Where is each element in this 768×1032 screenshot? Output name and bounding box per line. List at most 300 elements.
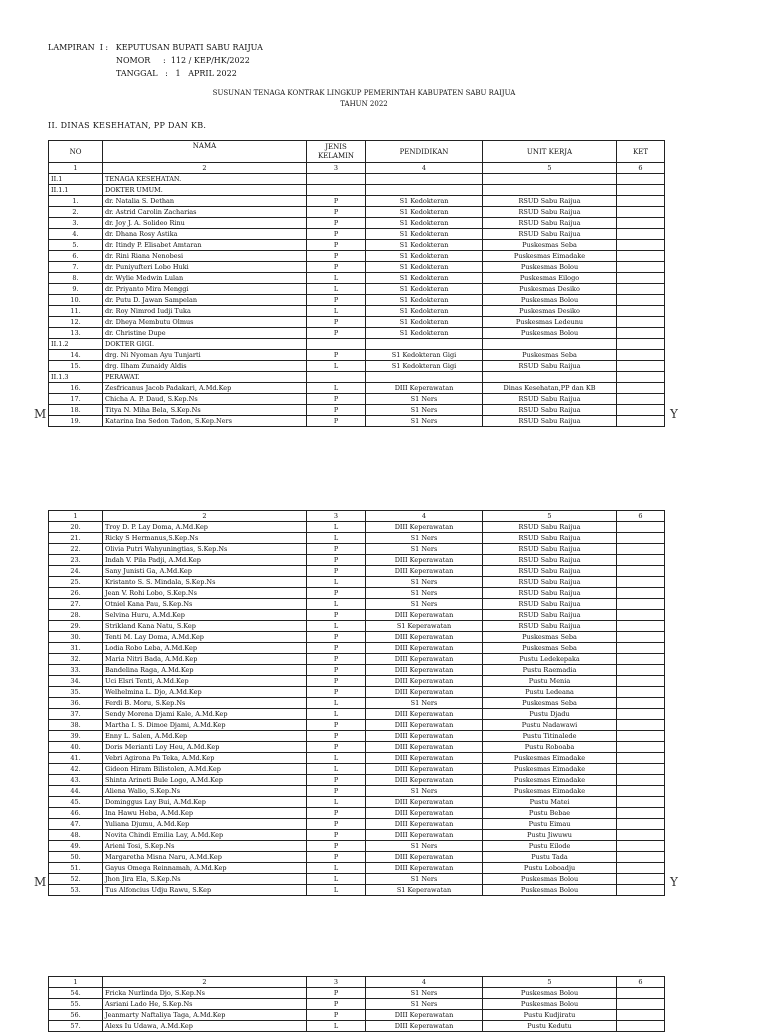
row-unit [483, 185, 617, 196]
row-education: S1 Kedokteran [366, 273, 483, 284]
table-row [49, 317, 665, 328]
row-number: 29. [49, 621, 103, 632]
row-unit: Pustu Eilode [483, 841, 617, 852]
section-heading: II. DINAS KESEHATAN, PP DAN KB. [48, 121, 207, 130]
row-education: S1 Kedokteran [366, 306, 483, 317]
row-number: 47. [49, 819, 103, 830]
row-education: DIII Keperawatan [366, 852, 483, 863]
row-unit: Puskesmas Ledeunu [483, 317, 617, 328]
row-education: S1 Ners [366, 698, 483, 709]
row-number: 41. [49, 753, 103, 764]
row-name: Bandelina Raga, A.Md.Kep [103, 665, 307, 676]
row-ket [617, 797, 665, 808]
staff-table-page-2 [48, 510, 665, 896]
row-unit: Puskesmas Eimadake [483, 786, 617, 797]
row-ket [617, 588, 665, 599]
column-number-row [49, 163, 665, 174]
row-education: S1 Kedokteran [366, 284, 483, 295]
row-number: 35. [49, 687, 103, 698]
row-ket [617, 610, 665, 621]
row-education: S1 Kedokteran [366, 229, 483, 240]
row-name: Troy D. P. Lay Doma, A.Md.Kep [103, 522, 307, 533]
row-gender: L [307, 863, 366, 874]
row-number: 25. [49, 577, 103, 588]
row-number: 51. [49, 863, 103, 874]
row-number: 34. [49, 676, 103, 687]
row-gender: P [307, 610, 366, 621]
row-unit: RSUD Sabu Raijua [483, 555, 617, 566]
row-number: II.1.3 [49, 372, 103, 383]
row-number: 8. [49, 273, 103, 284]
row-number: 16. [49, 383, 103, 394]
row-education: DIII Keperawatan [366, 383, 483, 394]
row-number: 1. [49, 196, 103, 207]
row-unit: RSUD Sabu Raijua [483, 207, 617, 218]
row-number: 19. [49, 416, 103, 427]
table-row [49, 383, 665, 394]
row-unit: RSUD Sabu Raijua [483, 522, 617, 533]
row-name: Jhon Jira Ela, S.Kep.Ns [103, 874, 307, 885]
row-unit: RSUD Sabu Raijua [483, 588, 617, 599]
row-gender: L [307, 874, 366, 885]
row-number: 13. [49, 328, 103, 339]
row-education: S1 Ners [366, 577, 483, 588]
row-education: S1 Kedokteran [366, 262, 483, 273]
row-number: 4. [49, 229, 103, 240]
row-gender: L [307, 383, 366, 394]
row-name: Chicha A. P. Daud, S.Kep.Ns [103, 394, 307, 405]
table-row [49, 830, 665, 841]
row-unit: RSUD Sabu Raijua [483, 361, 617, 372]
row-number: 44. [49, 786, 103, 797]
row-education: S1 Keperawatan [366, 885, 483, 896]
row-unit: RSUD Sabu Raijua [483, 218, 617, 229]
row-unit: Pustu Nadawawi [483, 720, 617, 731]
row-number: 45. [49, 797, 103, 808]
paraf-mark-right: Y [670, 407, 678, 421]
row-unit: Pustu Eimau [483, 819, 617, 830]
row-name: Vebri Agirona Pa Teka, A.Md.Kep [103, 753, 307, 764]
row-ket [617, 577, 665, 588]
row-gender: P [307, 687, 366, 698]
paraf-mark-left: M [34, 875, 47, 889]
row-education: S1 Kedokteran [366, 207, 483, 218]
row-education: S1 Ners [366, 999, 483, 1010]
row-ket [617, 284, 665, 295]
column-number: 4 [366, 977, 483, 988]
row-number: 23. [49, 555, 103, 566]
row-number: 5. [49, 240, 103, 251]
row-number: 32. [49, 654, 103, 665]
row-name: Katarina Ina Sedon Tadon, S.Kep.Ners [103, 416, 307, 427]
column-number: 6 [617, 511, 665, 522]
row-gender: P [307, 240, 366, 251]
row-education: S1 Kedokteran [366, 295, 483, 306]
row-number: 52. [49, 874, 103, 885]
row-gender: P [307, 207, 366, 218]
row-education: DIII Keperawatan [366, 522, 483, 533]
row-ket [617, 251, 665, 262]
row-name: Jean V. Rohi Lobo, S.Kep.Ns [103, 588, 307, 599]
row-gender: P [307, 852, 366, 863]
row-education: DIII Keperawatan [366, 720, 483, 731]
row-education: S1 Ners [366, 599, 483, 610]
row-education: S1 Kedokteran [366, 328, 483, 339]
row-education: DIII Keperawatan [366, 731, 483, 742]
row-name: drg. Ilham Zunaidy Aldis [103, 361, 307, 372]
row-name: drg. Ni Nyoman Ayu Tunjarti [103, 350, 307, 361]
row-ket [617, 207, 665, 218]
row-number: II.1 [49, 174, 103, 185]
table-row [49, 654, 665, 665]
row-ket [617, 665, 665, 676]
row-number: 30. [49, 632, 103, 643]
table-row [49, 394, 665, 405]
table-row [49, 588, 665, 599]
row-gender [307, 174, 366, 185]
row-number: 49. [49, 841, 103, 852]
row-ket [617, 731, 665, 742]
row-education: S1 Ners [366, 416, 483, 427]
row-education: DIII Keperawatan [366, 753, 483, 764]
row-gender: P [307, 731, 366, 742]
column-number: 5 [483, 511, 617, 522]
table-row [49, 709, 665, 720]
row-ket [617, 999, 665, 1010]
row-education: DIII Keperawatan [366, 742, 483, 753]
row-gender: P [307, 654, 366, 665]
row-education: S1 Keperawatan [366, 621, 483, 632]
row-unit: Puskesmas Bolou [483, 874, 617, 885]
table-row [49, 852, 665, 863]
table-row [49, 863, 665, 874]
row-ket [617, 1010, 665, 1021]
row-education: S1 Ners [366, 533, 483, 544]
row-gender: P [307, 588, 366, 599]
row-gender: L [307, 284, 366, 295]
row-ket [617, 522, 665, 533]
row-unit: Puskesmas Eimadake [483, 251, 617, 262]
col-header-no: NO [49, 141, 103, 163]
group-row [49, 185, 665, 196]
row-gender: L [307, 709, 366, 720]
row-gender: L [307, 273, 366, 284]
row-ket [617, 819, 665, 830]
row-ket [617, 555, 665, 566]
row-gender: P [307, 317, 366, 328]
row-unit: Pustu Raemadia [483, 665, 617, 676]
table-row [49, 599, 665, 610]
col-header-nama: NAMA [103, 141, 307, 163]
row-education: DIII Keperawatan [366, 775, 483, 786]
row-ket [617, 317, 665, 328]
row-gender: P [307, 229, 366, 240]
row-name: Dominggus Lay Bui, A.Md.Kep [103, 797, 307, 808]
row-unit: RSUD Sabu Raijua [483, 566, 617, 577]
row-unit: Pustu Ledekepaka [483, 654, 617, 665]
row-education: DIII Keperawatan [366, 819, 483, 830]
row-gender: P [307, 786, 366, 797]
row-ket [617, 841, 665, 852]
row-name: Yuliana Djumu, A.Md.Kep [103, 819, 307, 830]
row-name: Sendy Morena Djami Kale, A.Md.Kep [103, 709, 307, 720]
table-row [49, 676, 665, 687]
row-name: Alexs Iu Udawa, A.Md.Kep [103, 1021, 307, 1032]
row-gender: P [307, 328, 366, 339]
row-unit: Puskesmas Seba [483, 632, 617, 643]
row-name: Ricky S Hermanus,S.Kep.Ns [103, 533, 307, 544]
row-education [366, 185, 483, 196]
table-row [49, 284, 665, 295]
row-ket [617, 361, 665, 372]
row-number: 56. [49, 1010, 103, 1021]
row-education: DIII Keperawatan [366, 687, 483, 698]
row-education: DIII Keperawatan [366, 610, 483, 621]
row-gender: P [307, 643, 366, 654]
row-name: Selvina Huru, A.Md.Kep [103, 610, 307, 621]
row-gender: P [307, 295, 366, 306]
row-ket [617, 852, 665, 863]
row-unit: Puskesmas Seba [483, 350, 617, 361]
table-row [49, 577, 665, 588]
column-number-row [49, 977, 665, 988]
table-row [49, 555, 665, 566]
row-number: 11. [49, 306, 103, 317]
row-unit: Puskesmas Desiko [483, 306, 617, 317]
row-number: 57. [49, 1021, 103, 1032]
row-name: Arieni Tosi, S.Kep.Ns [103, 841, 307, 852]
table-row [49, 621, 665, 632]
row-gender: L [307, 306, 366, 317]
row-number: 18. [49, 405, 103, 416]
row-ket [617, 306, 665, 317]
row-unit: Pustu Matei [483, 797, 617, 808]
row-ket [617, 405, 665, 416]
row-education: DIII Keperawatan [366, 808, 483, 819]
tanggal-line: TANGGAL : 1 APRIL 2022 [116, 69, 237, 78]
row-unit: Puskesmas Bolou [483, 262, 617, 273]
row-name: Shinta Arineti Bule Logo, A.Md.Kep [103, 775, 307, 786]
row-number: 7. [49, 262, 103, 273]
row-education: DIII Keperawatan [366, 654, 483, 665]
row-number: 33. [49, 665, 103, 676]
row-name: Otniel Kana Pau, S.Kep.Ns [103, 599, 307, 610]
row-name: dr. Itindy P. Elisabet Amtaran [103, 240, 307, 251]
paraf-mark-right: Y [670, 875, 678, 889]
row-gender [307, 185, 366, 196]
row-ket [617, 185, 665, 196]
row-name: TENAGA KESEHATAN. [103, 174, 307, 185]
row-name: dr. Dheya Membutu Olmus [103, 317, 307, 328]
table-row [49, 643, 665, 654]
row-ket [617, 720, 665, 731]
table-row [49, 841, 665, 852]
table-row [49, 797, 665, 808]
column-number: 5 [483, 163, 617, 174]
row-ket [617, 383, 665, 394]
table-row [49, 742, 665, 753]
col-header-jenis-kelamin: JENIS KELAMIN [307, 141, 366, 163]
row-number: 24. [49, 566, 103, 577]
row-ket [617, 709, 665, 720]
table-row [49, 306, 665, 317]
row-unit: Puskesmas Seba [483, 240, 617, 251]
row-ket [617, 764, 665, 775]
table-row [49, 698, 665, 709]
col-header-ket: KET [617, 141, 665, 163]
row-name: dr. Natalia S. Dethan [103, 196, 307, 207]
row-gender: P [307, 350, 366, 361]
group-row [49, 339, 665, 350]
row-number: 9. [49, 284, 103, 295]
row-name: Ferdi B. Moru, S.Kep.Ns [103, 698, 307, 709]
row-ket [617, 874, 665, 885]
row-gender: L [307, 797, 366, 808]
table-row [49, 196, 665, 207]
row-ket [617, 654, 665, 665]
row-ket [617, 174, 665, 185]
table-row [49, 720, 665, 731]
row-education: S1 Ners [366, 786, 483, 797]
table-row [49, 218, 665, 229]
column-number-row [49, 511, 665, 522]
table-row [49, 731, 665, 742]
row-gender: L [307, 621, 366, 632]
document-year: TAHUN 2022 [340, 100, 388, 108]
row-name: dr. Roy Nimrod Iudji Tuka [103, 306, 307, 317]
row-unit: Puskesmas Seba [483, 643, 617, 654]
row-unit: Puskesmas Eimadake [483, 775, 617, 786]
row-ket [617, 830, 665, 841]
row-unit: Pustu Djadu [483, 709, 617, 720]
table-row [49, 687, 665, 698]
row-name: Lodia Robo Leba, A.Md.Kep [103, 643, 307, 654]
col-header-pendidikan: PENDIDIKAN [366, 141, 483, 163]
row-name: dr. Christine Dupe [103, 328, 307, 339]
row-gender [307, 339, 366, 350]
row-name: Uci Elsri Tenti, A.Md.Kep [103, 676, 307, 687]
row-name: Gayus Omega Reinnamah, A.Md.Kep [103, 863, 307, 874]
row-gender: L [307, 577, 366, 588]
row-unit: Puskesmas Bolou [483, 988, 617, 999]
row-number: 46. [49, 808, 103, 819]
row-name: dr. Wylie Medwin Lulan [103, 273, 307, 284]
row-name: Asriani Lado He, S.Kep.Ns [103, 999, 307, 1010]
row-name: DOKTER UMUM. [103, 185, 307, 196]
row-unit: Puskesmas Seba [483, 698, 617, 709]
row-gender: P [307, 1010, 366, 1021]
row-unit: Puskesmas Desiko [483, 284, 617, 295]
row-education: S1 Ners [366, 588, 483, 599]
row-gender: P [307, 196, 366, 207]
row-number: 27. [49, 599, 103, 610]
row-ket [617, 196, 665, 207]
table-row [49, 251, 665, 262]
row-unit: Pustu Loboadju [483, 863, 617, 874]
row-unit [483, 339, 617, 350]
row-unit: Puskesmas Eimadake [483, 764, 617, 775]
row-gender: P [307, 544, 366, 555]
row-name: Ina Hawu Heba, A.Md.Kep [103, 808, 307, 819]
row-education: S1 Ners [366, 544, 483, 555]
row-education: DIII Keperawatan [366, 1021, 483, 1032]
table-row [49, 361, 665, 372]
group-row [49, 372, 665, 383]
row-unit [483, 174, 617, 185]
row-name: DOKTER GIGI. [103, 339, 307, 350]
table-row [49, 240, 665, 251]
row-gender: P [307, 218, 366, 229]
row-number: 50. [49, 852, 103, 863]
row-education: DIII Keperawatan [366, 830, 483, 841]
row-ket [617, 1021, 665, 1032]
row-number: 37. [49, 709, 103, 720]
row-number: 54. [49, 988, 103, 999]
row-gender: P [307, 841, 366, 852]
row-unit: Dinas Kesehatan,PP dan KB [483, 383, 617, 394]
table-row [49, 207, 665, 218]
table-row [49, 632, 665, 643]
column-number: 1 [49, 163, 103, 174]
row-name: Jeanmarty Naftaliya Taga, A.Md.Kep [103, 1010, 307, 1021]
row-name: Tenti M. Lay Doma, A.Md.Kep [103, 632, 307, 643]
row-ket [617, 808, 665, 819]
row-name: dr. Putu D. Jawan Sampelan [103, 295, 307, 306]
row-unit: RSUD Sabu Raijua [483, 394, 617, 405]
row-number: 36. [49, 698, 103, 709]
row-number: 20. [49, 522, 103, 533]
row-gender: L [307, 522, 366, 533]
row-gender: P [307, 819, 366, 830]
row-name: Maria Nitri Bada, A.Md.Kep [103, 654, 307, 665]
row-number: 42. [49, 764, 103, 775]
row-ket [617, 676, 665, 687]
row-gender: L [307, 885, 366, 896]
row-gender: P [307, 830, 366, 841]
row-number: 53. [49, 885, 103, 896]
row-name: Strikland Kana Natu, S.Kep [103, 621, 307, 632]
lampiran-line: LAMPIRAN I : KEPUTUSAN BUPATI SABU RAIJUA [48, 43, 263, 52]
nomor-line: NOMOR : 112 / KEP/HK/2022 [116, 56, 250, 65]
row-name: dr. Dhana Rosy Astika [103, 229, 307, 240]
row-ket [617, 372, 665, 383]
table-row [49, 273, 665, 284]
row-name: Novita Chindi Emilia Lay, A.Md.Kep [103, 830, 307, 841]
row-unit: RSUD Sabu Raijua [483, 416, 617, 427]
row-name: Aliena Walio, S.Kep.Ns [103, 786, 307, 797]
row-education [366, 339, 483, 350]
row-name: Indah V. Pila Padji, A.Md.Kep [103, 555, 307, 566]
table-row [49, 786, 665, 797]
row-education: S1 Ners [366, 394, 483, 405]
row-name: Doris Merianti Loy Heu, A.Md.Kep [103, 742, 307, 753]
paraf-mark-left: M [34, 407, 47, 421]
row-name: dr. Astrid Carolin Zacharias [103, 207, 307, 218]
table-row [49, 764, 665, 775]
row-name: dr. Rini Riana Nenobesi [103, 251, 307, 262]
table-row [49, 1021, 665, 1032]
table-row [49, 808, 665, 819]
row-education: S1 Ners [366, 988, 483, 999]
row-ket [617, 753, 665, 764]
row-education: S1 Kedokteran [366, 317, 483, 328]
column-number: 6 [617, 977, 665, 988]
row-ket [617, 262, 665, 273]
row-name: Zesfricanus Jacob Padakari, A.Md.Kep [103, 383, 307, 394]
row-education: DIII Keperawatan [366, 1010, 483, 1021]
row-gender: L [307, 361, 366, 372]
row-number: 40. [49, 742, 103, 753]
